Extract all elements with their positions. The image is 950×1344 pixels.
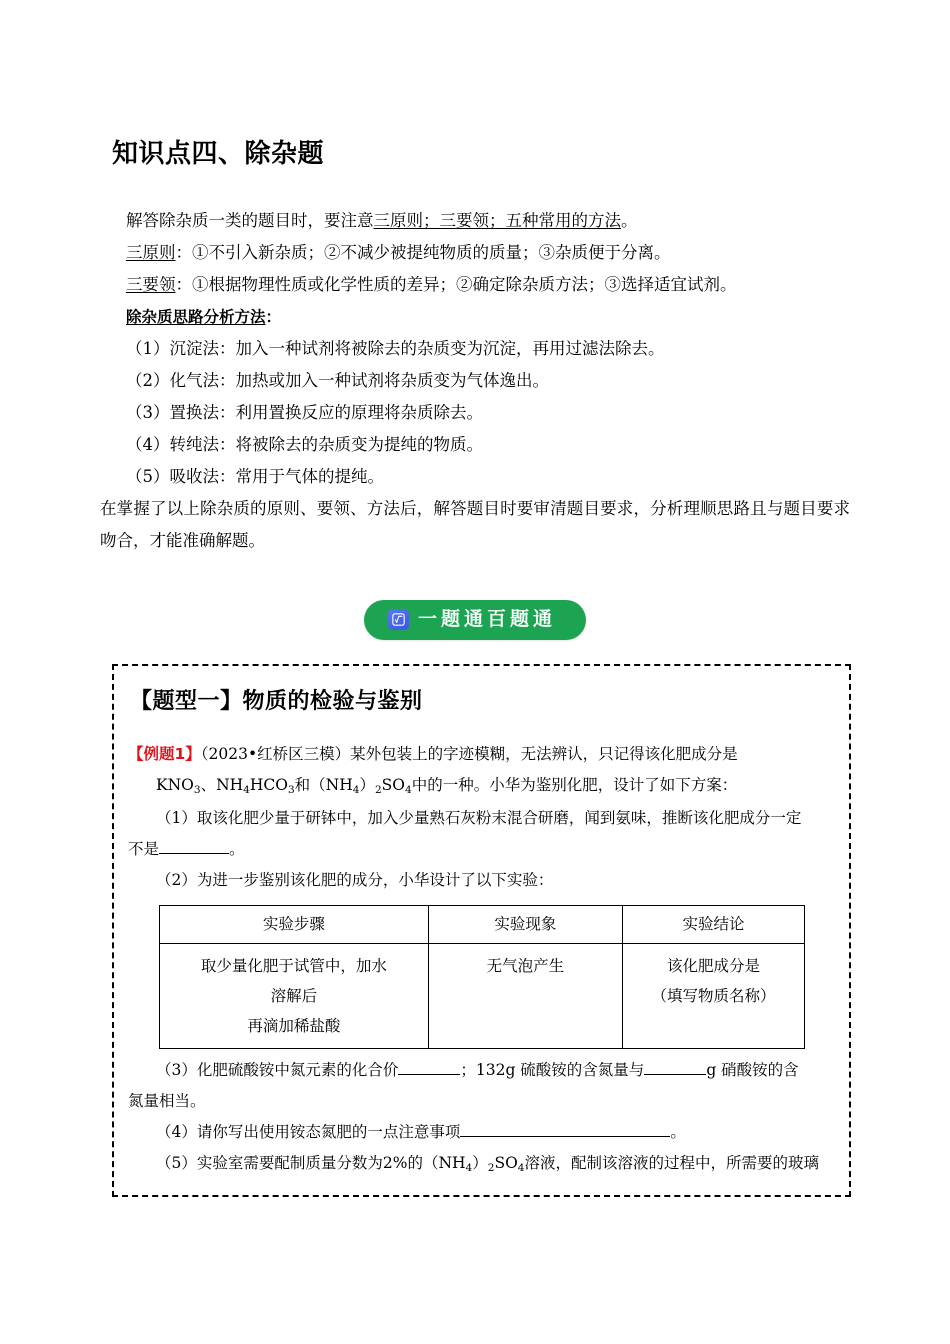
question-5-suffix: 溶液，配制该溶液的过程中，所需要的玻璃 (524, 1154, 820, 1172)
intro-line-1 (0, 205, 950, 237)
conclusion-line: 该化肥成分是 (666, 957, 760, 975)
step-line: 溶解后 (270, 987, 318, 1005)
formula-sub: 3 (287, 783, 295, 796)
table-cell-step (160, 944, 429, 1049)
badge-label: 一题通百题通 (417, 608, 556, 630)
table-header-cell: 实验现象 (428, 906, 622, 944)
intro-line-1-head: 解答除杂质一类的题目时，要注意 (126, 211, 374, 230)
answer-blank[interactable] (159, 853, 229, 854)
formula-sub: 2 (487, 1161, 495, 1174)
example-stem-text: 某外包装上的字迹模糊，无法辨认，只记得该化肥成分是 (350, 745, 738, 763)
formula-sub: 4 (243, 783, 250, 796)
formula-text: SO (381, 776, 405, 794)
table-row (160, 944, 805, 1049)
question-2: （2）为进一步鉴别该化肥的成分，小华设计了以下实验： (156, 871, 554, 889)
answer-blank[interactable] (398, 1074, 460, 1075)
intro-line-3 (0, 269, 950, 301)
formula-sub: 3 (193, 783, 201, 796)
example-block (114, 739, 849, 1181)
intro-section (0, 205, 950, 557)
question-3-middle: ；132g 硫酸铵的含氮量与 (460, 1061, 645, 1079)
question-3-line-1 (128, 1055, 839, 1086)
intro-closing: 在掌握了以上除杂质的原则、要领、方法后，解答题目时要审清题目要求，分析理顺思路且与题目要求吻合，才能准确解题。 (100, 499, 850, 550)
three-principles-label: 三原则 (126, 243, 176, 262)
step-line: 再滴加稀盐酸 (247, 1017, 341, 1035)
method-item: （1）沉淀法：加入一种试剂将被除去的杂质变为沉淀，再用过滤法除去。 (126, 339, 665, 358)
table-cell-conclusion (623, 944, 805, 1049)
table-cell-phenomenon: 无气泡产生 (428, 944, 622, 1049)
formula-text: ） (472, 1154, 488, 1172)
intro-line-1-underlined: 三原则；三要领；五种常用的方法 (373, 211, 621, 230)
yitongtong-badge[interactable] (364, 600, 586, 640)
question-1-line-1: （1）取该化肥少量于研钵中，加入少量熟石灰粉末混合研磨，闻到氨味，推断该化肥成分一定 (156, 809, 802, 827)
formula-text: 和（NH (294, 776, 353, 794)
step-line: 取少量化肥于试管中，加水 (200, 957, 387, 975)
question-5-prefix: （5）实验室需要配制质量分数为2%的（NH (156, 1154, 466, 1172)
answer-blank[interactable] (644, 1074, 706, 1075)
question-3-line-2: 氮量相当。 (128, 1092, 206, 1110)
methods-heading-colon: ： (265, 308, 282, 326)
badge-container (0, 600, 950, 640)
formula-text: SO (494, 1154, 518, 1172)
formula-sub: 4 (405, 783, 412, 796)
question-3-suffix: g 硝酸铵的含 (706, 1061, 799, 1079)
intro-line-2 (0, 237, 950, 269)
three-principles-text: ：①不引入新杂质；②不减少被提纯物质的质量；③杂质便于分离。 (175, 243, 671, 262)
formula-sub: 2 (374, 783, 382, 796)
question-4-suffix: 。 (670, 1123, 686, 1141)
example-tag: 【例题1】 (128, 745, 201, 763)
formula-tail: 中的一种。小华为鉴别化肥，设计了如下方案： (411, 776, 738, 794)
method-item: （2）化气法：加热或加入一种试剂将杂质变为气体逸出。 (126, 371, 549, 390)
intro-line-1-tail: 。 (621, 211, 638, 230)
table-header-cell: 实验结论 (623, 906, 805, 944)
question-3-prefix: （3）化肥硫酸铵中氮元素的化合价 (156, 1061, 399, 1079)
method-item: （3）置换法：利用置换反应的原理将杂质除去。 (126, 403, 483, 422)
formula-kno3-base: KNO (156, 776, 194, 794)
example-source: （2023•红桥区三模） (200, 745, 351, 763)
method-item: （5）吸收法：常用于气体的提纯。 (126, 467, 384, 486)
formula-icon (388, 609, 409, 630)
question-5 (128, 1148, 839, 1181)
problem-type-heading: 【题型一】物质的检验与鉴别 (130, 689, 423, 714)
three-essentials-text: ：①根据物理性质或化学性质的差异；②确定除杂质方法；③选择适宜试剂。 (175, 275, 737, 294)
question-4 (128, 1117, 839, 1148)
table-header-cell: 实验步骤 (160, 906, 429, 944)
page-title: 知识点四、除杂题 (112, 139, 325, 170)
example-stem-line-2 (128, 770, 839, 803)
formula-text: ） (359, 776, 375, 794)
table-header-row (160, 906, 805, 944)
method-item: （4）转纯法：将被除去的杂质变为提纯的物质。 (126, 435, 483, 454)
formula-sub: 4 (465, 1161, 473, 1174)
answer-blank[interactable] (460, 1136, 670, 1137)
three-essentials-label: 三要领 (126, 275, 176, 294)
example-stem-line-1 (128, 739, 839, 770)
formula-text: 、NH (200, 776, 244, 794)
methods-heading (0, 301, 950, 333)
experiment-table (159, 905, 805, 1049)
formula-sub: 4 (517, 1161, 525, 1174)
methods-heading-label: 除杂质思路分析方法 (126, 308, 266, 326)
question-1-prefix: 不是 (128, 840, 160, 858)
conclusion-line: （填写物质名称） (651, 987, 776, 1005)
question-1-line-2 (128, 834, 839, 865)
formula-text: HCO (249, 776, 288, 794)
problem-type-box (112, 664, 851, 1197)
formula-sub: 4 (352, 783, 360, 796)
question-4-prefix: （4）请你写出使用铵态氮肥的一点注意事项 (156, 1123, 461, 1141)
question-1-suffix: 。 (229, 840, 245, 858)
